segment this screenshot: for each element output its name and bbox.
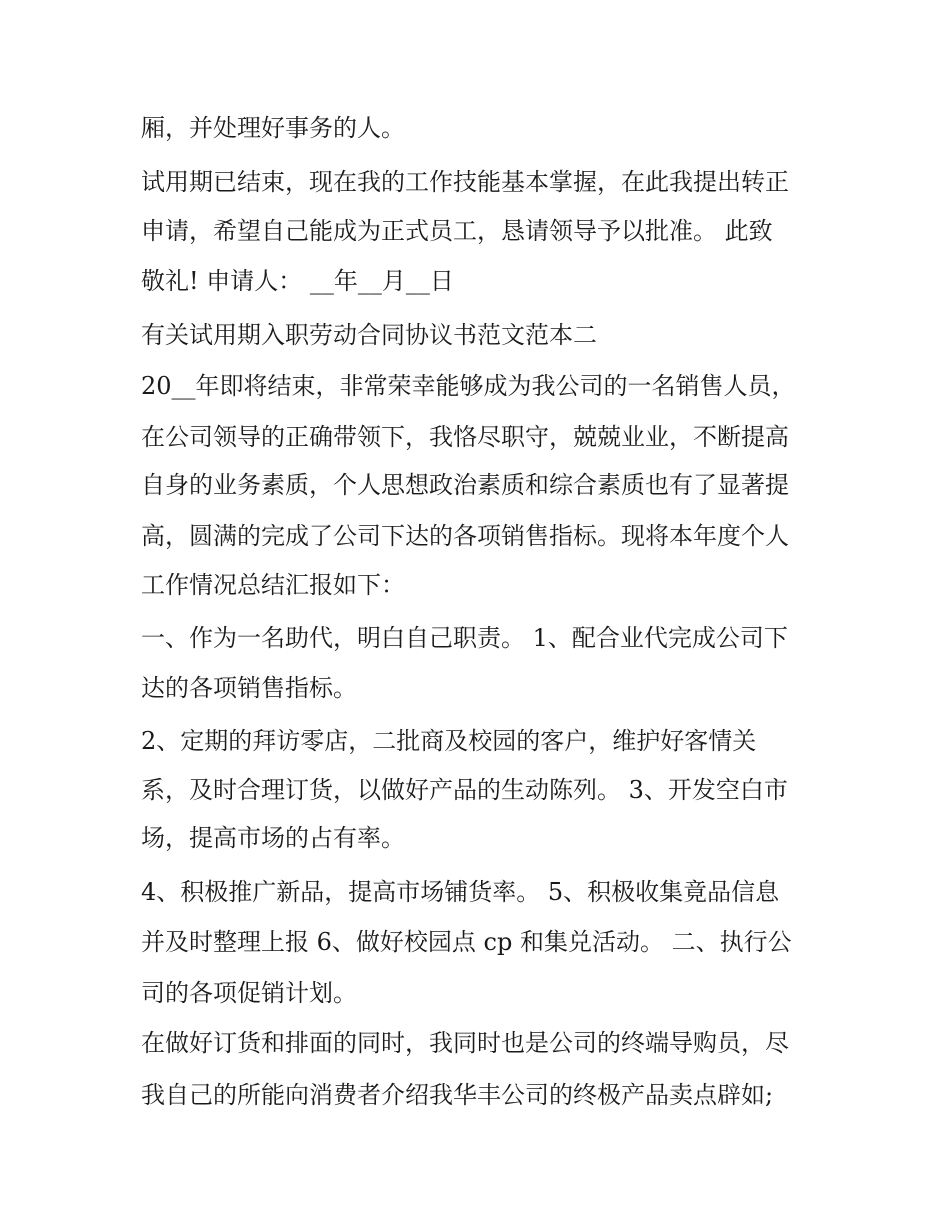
- text-line: 20__年即将结束，非常荣幸能够成为我公司的一名销售人员，: [141, 372, 796, 400]
- text-line: 高，圆满的完成了公司下达的各项销售指标。现将本年度个人: [141, 522, 789, 550]
- text-line: 场，提高市场的占有率。: [141, 824, 405, 852]
- text-line: 敬礼! 申请人： __年__月__日: [141, 267, 454, 295]
- text-line: 工作情况总结汇报如下：: [141, 571, 405, 599]
- text-line: 4、积极推广新品，提高市场铺货率。 5、积极收集竟品信息: [141, 878, 780, 906]
- text-line: 在公司领导的正确带领下，我恪尽职守，兢兢业业，不断提高: [141, 423, 789, 451]
- text-line: 一、作为一名助代，明白自己职责。 1、配合业代完成公司下: [141, 624, 788, 652]
- text-line: 司的各项促销计划。: [141, 979, 357, 1007]
- text-line: 在做好订货和排面的同时，我同时也是公司的终端导购员，尽: [141, 1029, 789, 1057]
- text-line: 并及时整理上报 6、做好校园点 cp 和集兑活动。 二、执行公: [141, 928, 792, 956]
- text-line: 试用期已结束，现在我的工作技能基本掌握，在此我提出转正: [141, 168, 789, 196]
- text-line: 2、定期的拜访零店，二批商及校园的客户，维护好客情关: [141, 727, 757, 755]
- text-line: 申请，希望自己能成为正式员工，恳请领导予以批准。 此致: [141, 217, 773, 245]
- text-line: 我自己的所能向消费者介绍我华丰公司的终极产品卖点辟如;: [141, 1081, 774, 1109]
- text-line: 系，及时合理订货，以做好产品的生动陈列。 3、开发空白市: [141, 776, 788, 804]
- text-line: 厢，并处理好事务的人。: [141, 114, 405, 142]
- text-line: 达的各项销售指标。: [141, 674, 357, 702]
- section-heading: 有关试用期入职劳动合同协议书范文范本二: [141, 321, 597, 349]
- text-line: 自身的业务素质，个人思想政治素质和综合素质也有了显著提: [141, 471, 789, 499]
